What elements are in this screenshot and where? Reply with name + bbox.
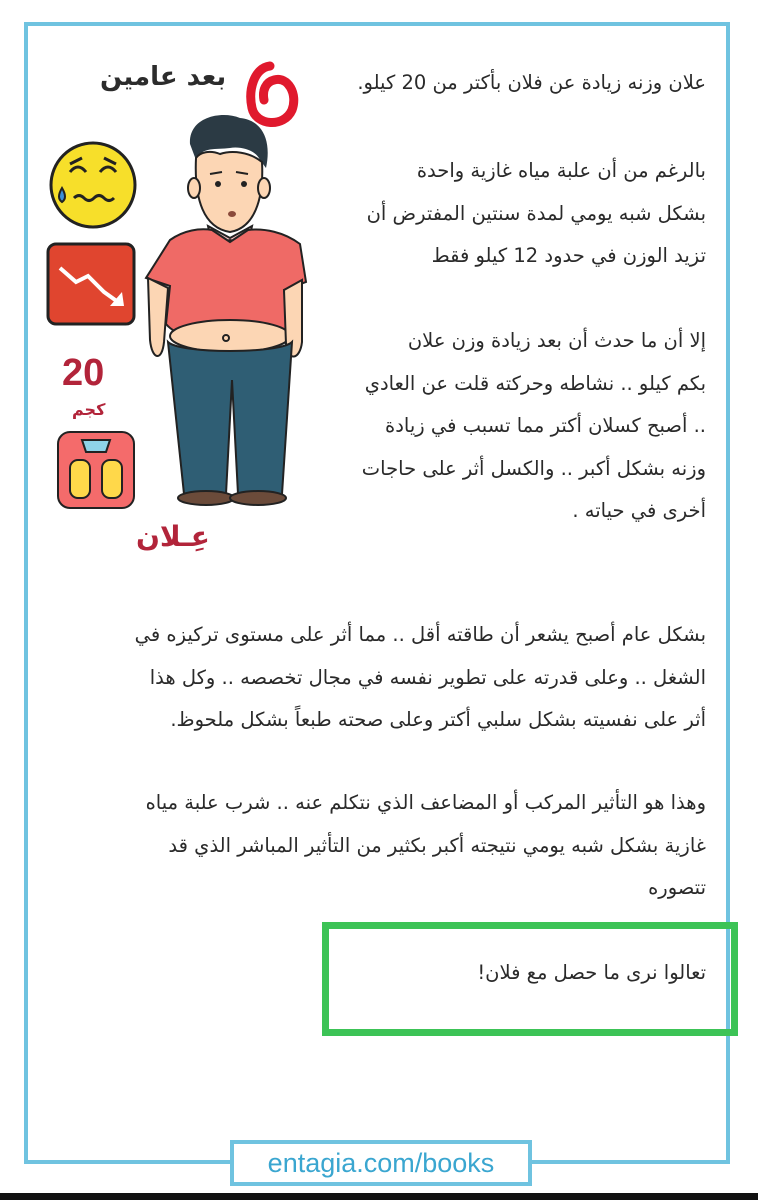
text-line: أثر على نفسيته بشكل سلبي أكتر وعلى صحته طبعاً بشكل ملحوظ.	[170, 708, 706, 731]
text-line: تزيد الوزن في حدود 12 كيلو فقط	[431, 244, 706, 267]
text-line: غازية بشكل شبه يومي نتيجته أكبر بكثير من التأثير المباشر الذي قد	[168, 833, 706, 857]
weight-unit: كجم	[72, 400, 106, 419]
bathroom-scale-icon	[56, 430, 136, 510]
paragraph-compound-effect	[146, 782, 706, 910]
circled-number-text	[0, 0, 1, 1]
text-line: وزنه بشكل أكبر .. والكسل أثر على حاجات	[361, 456, 706, 480]
text-line: أخرى في حياته .	[572, 499, 706, 522]
text-line: بالرغم من أن علبة مياه غازية واحدة	[416, 159, 706, 182]
text-line: بشكل شبه يومي لمدة سنتين المفترض أن	[366, 201, 706, 225]
text-line: .. أصبح كسلان أكتر مما تسبب في زيادة	[385, 414, 706, 437]
character-name: عِـلان	[136, 520, 210, 553]
footer-link-text[interactable]: entagia.com/books	[267, 1147, 495, 1178]
text-line: تتصوره	[648, 876, 706, 899]
overweight-man-illustration	[140, 110, 310, 510]
text-line: بكم كيلو .. نشاطه وحركته قلت عن العادي	[364, 371, 706, 395]
after-two-years-title: بعد عامين	[100, 62, 227, 92]
paragraph-lets-see	[477, 952, 706, 995]
bottom-edge	[0, 1193, 758, 1200]
declining-chart-icon	[46, 242, 136, 326]
text-line: علان وزنه زيادة عن فلان بأكتر من 20 كيلو.	[357, 71, 706, 94]
paragraph-what-happened	[362, 320, 706, 533]
text-line: الشغل .. وعلى قدرته على تطوير نفسه في مجال تخصصه .. وكل هذا	[149, 665, 706, 689]
text-line: بشكل عام أصبح يشعر أن طاقته أقل .. مما أثر على مستوى تركيزه في	[134, 623, 706, 646]
text-line: تعالوا نرى ما حصل مع فلان!	[477, 961, 706, 984]
weight-value: 20	[62, 352, 105, 394]
footer-link[interactable]	[230, 1140, 532, 1186]
paragraph-weight-intro	[357, 62, 706, 105]
paragraph-soda-expectation	[367, 150, 706, 278]
sweating-face-icon	[48, 140, 138, 230]
text-line: إلا أن ما حدث أن بعد زيادة وزن علان	[407, 329, 706, 352]
text-line: وهذا هو التأثير المركب أو المضاعف الذي نتكلم عنه .. شرب علبة مياه	[145, 791, 706, 814]
paragraph-energy-effects	[135, 614, 706, 742]
